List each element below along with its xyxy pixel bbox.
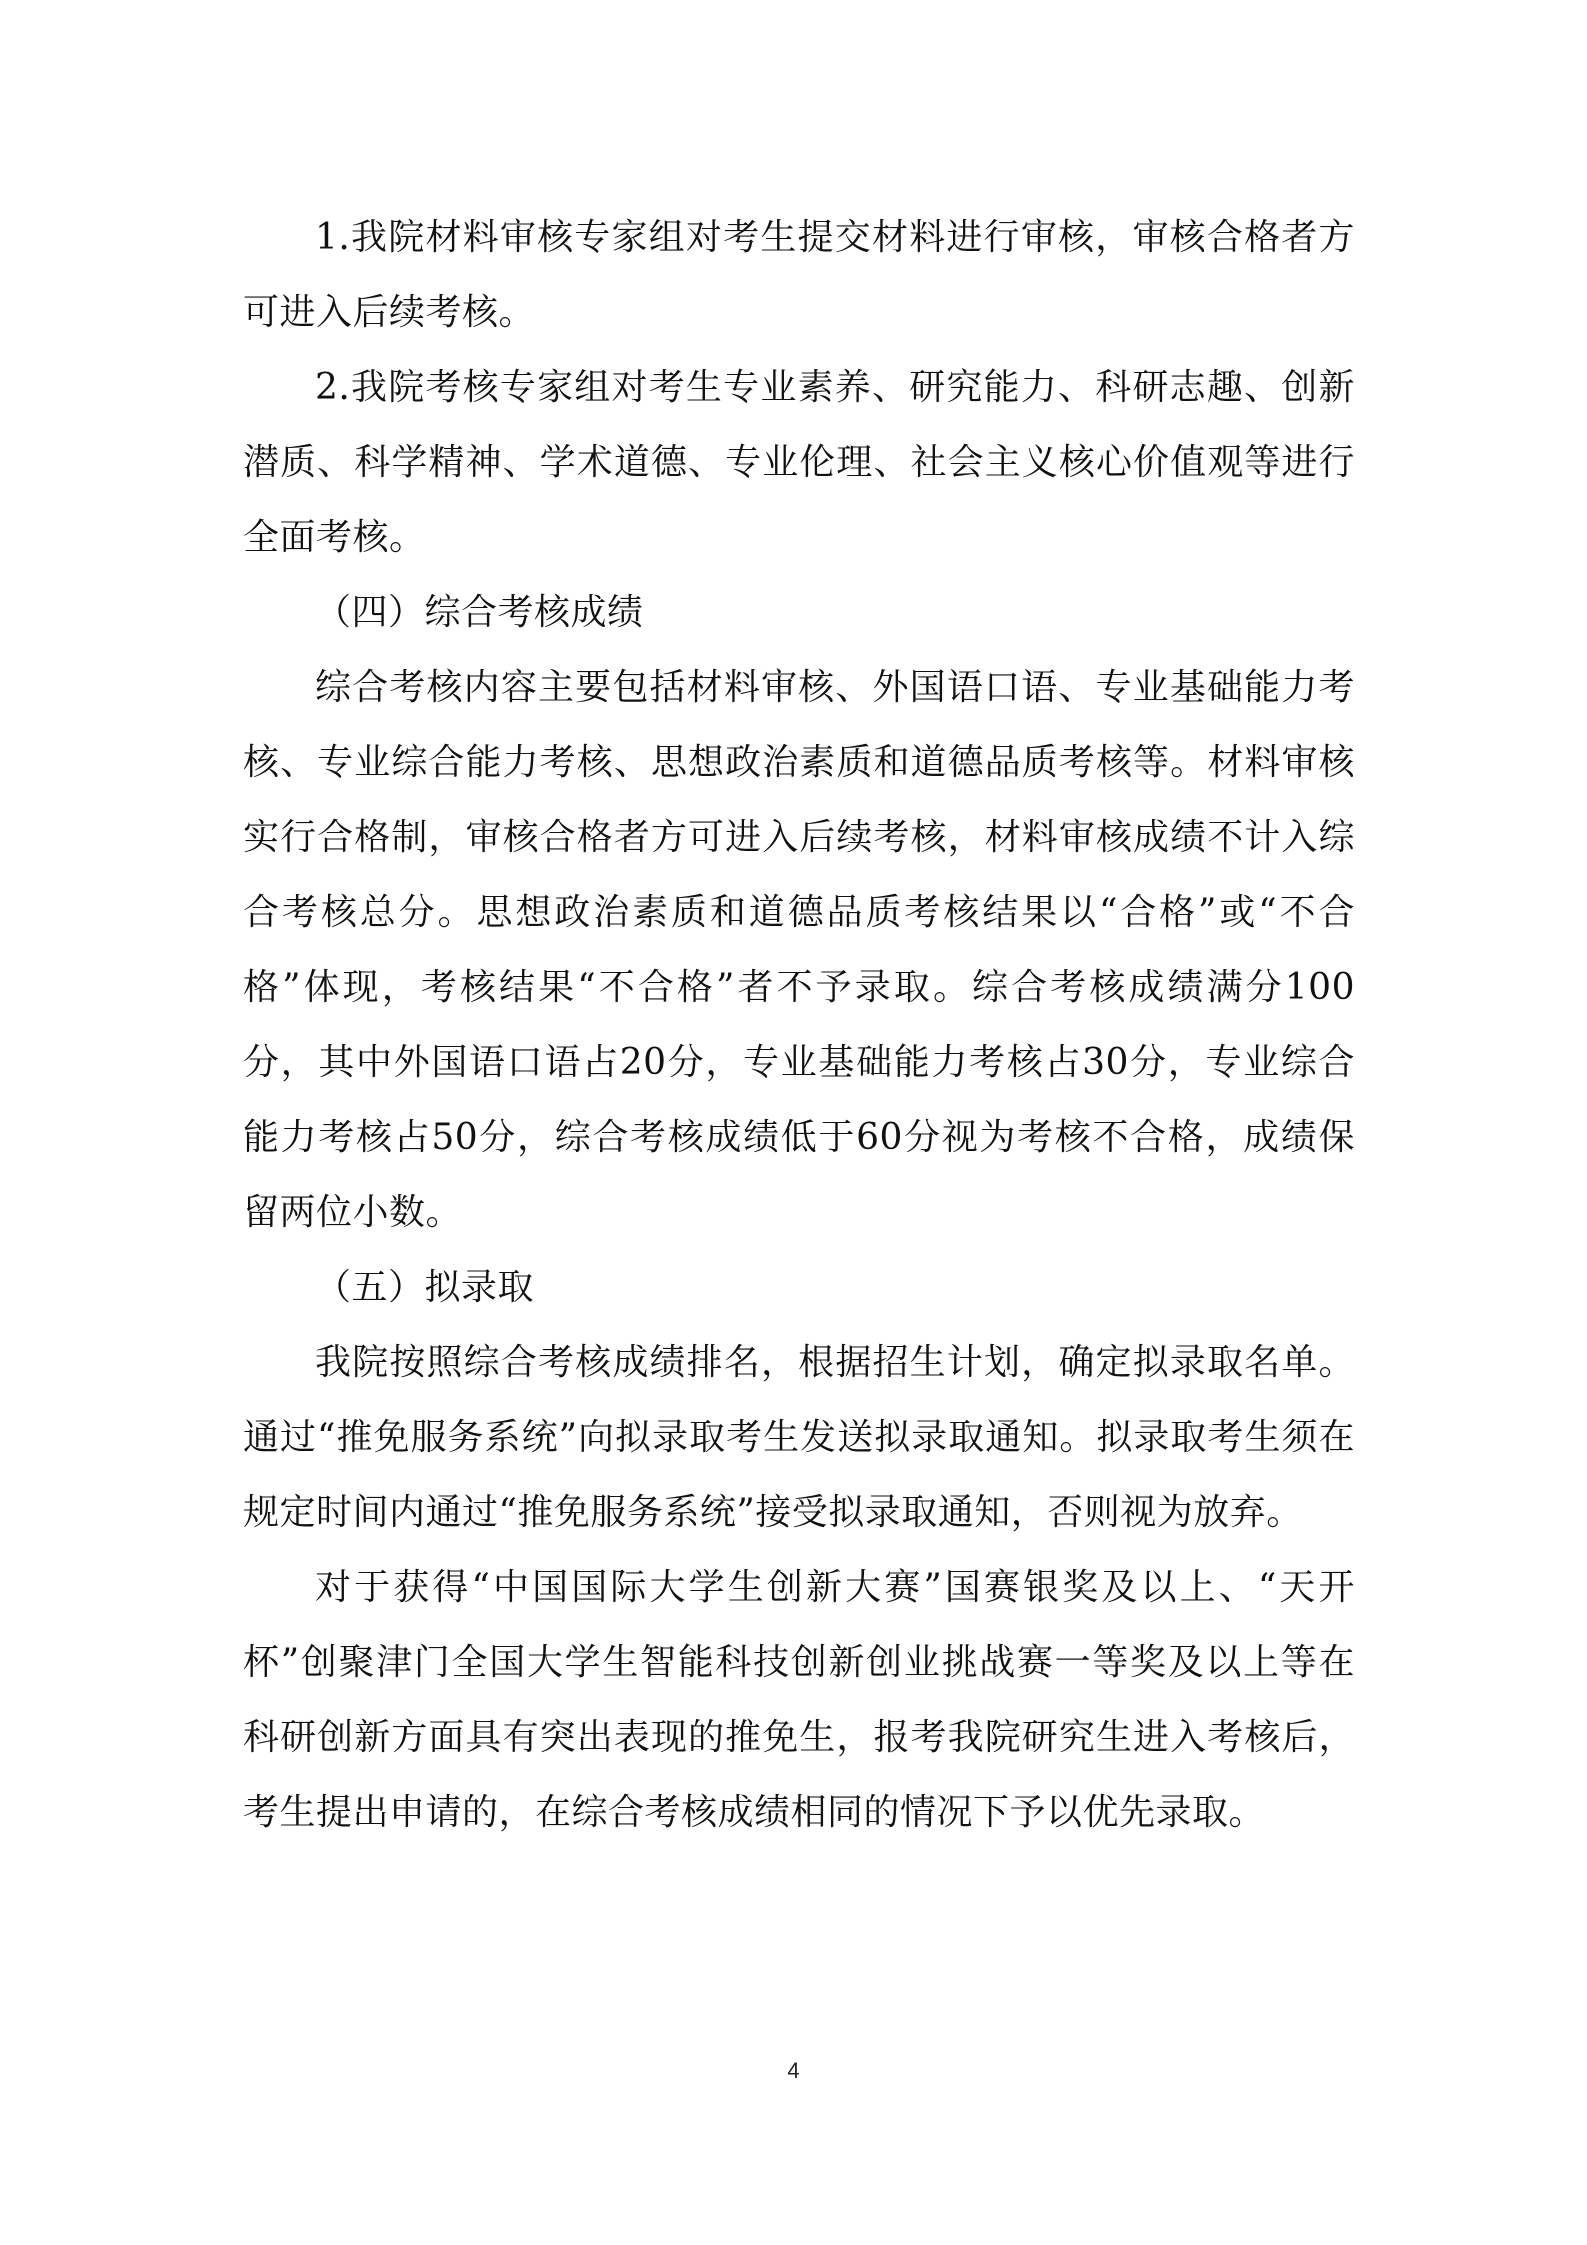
document-body bbox=[243, 200, 1355, 1850]
page-number: 4 bbox=[787, 2058, 800, 2083]
paragraph-expert-assessment: 2.我院考核专家组对考生专业素养、研究能力、科研志趣、创新潜质、科学精神、学术道德、专业伦理、社会主义核心价值观等进行全面考核。 bbox=[243, 367, 1355, 558]
paragraph-comprehensive-score: 综合考核内容主要包括材料审核、外国语口语、专业基础能力考核、专业综合能力考核、思想政治素质和道德品质考核等。材料审核实行合格制，审核合格者方可进入后续考核，材料审核成绩不计入综合考核总分。思想政治素质和道德品质考核结果以“合格”或“不合格”体现，考核结果“不合格”者不予录取。综合考核成绩满分100分，其中外国语口语占20分，专业基础能力考核占30分，专业综合能力考核占50分，综合考核成绩低于60分视为考核不合格，成绩保留两位小数。 bbox=[243, 667, 1355, 1233]
paragraph-priority-admission: 对于获得“中国国际大学生创新大赛”国赛银奖及以上、“天开杯”创聚津门全国大学生智能科技创新创业挑战赛一等奖及以上等在科研创新方面具有突出表现的推免生，报考我院研究生进入考核后，考生提出申请的，在综合考核成绩相同的情况下予以优先录取。 bbox=[243, 1567, 1355, 1833]
paragraph-material-review: 1.我院材料审核专家组对考生提交材料进行审核，审核合格者方可进入后续考核。 bbox=[243, 217, 1355, 333]
section-heading-comprehensive-score: （四）综合考核成绩 bbox=[315, 592, 644, 633]
section-heading-proposed-admission: （五）拟录取 bbox=[315, 1267, 535, 1308]
paragraph-proposed-admission: 我院按照综合考核成绩排名，根据招生计划，确定拟录取名单。通过“推免服务系统”向拟录取考生发送拟录取通知。拟录取考生须在规定时间内通过“推免服务系统”接受拟录取通知，否则视为放弃。 bbox=[243, 1342, 1355, 1533]
